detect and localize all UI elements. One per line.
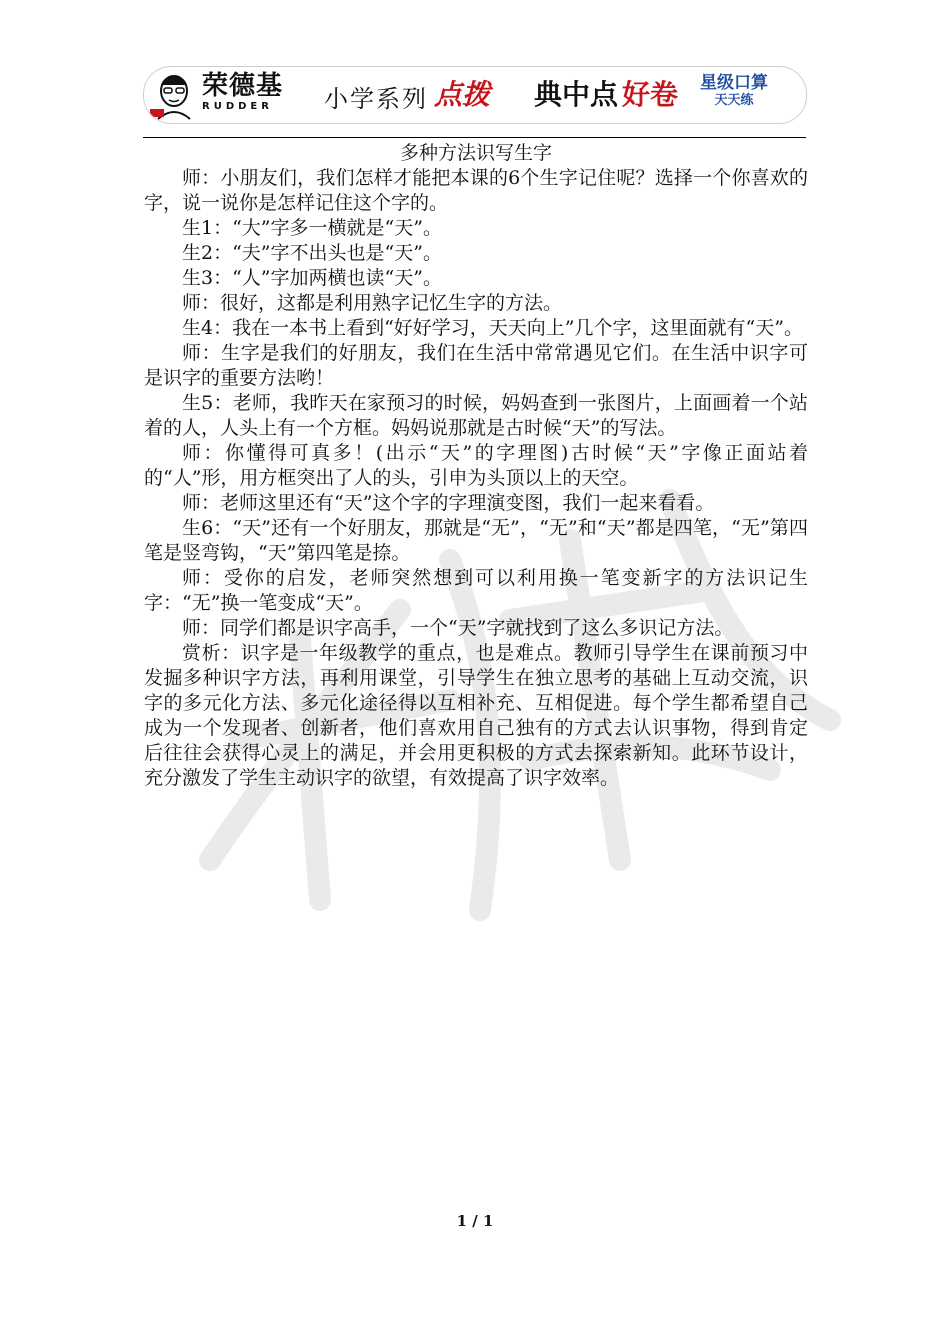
appreciation-paragraph: 赏析：识字是一年级教学的重点，也是难点。教师引导学生在课前预习中发掘多种识字方法，再利用课堂，引导学生在独立思考的基础上互动交流，识字的多元化方法、多元化途径得以互相补充、互相促进。每个学生都希望自己成为一个发现者、创新者，他们喜欢用自己独有的方式去认识事物，得到肯定后往往会获得心灵上的满足，并会用更积极的方式去探索新知。此环节设计，充分激发了学生主动识字的欲望，有效提高了识字效率。 xyxy=(144,642,808,789)
slogan-dianzhongdian: 典中点 xyxy=(534,78,619,111)
document-title: 多种方法识写生字 xyxy=(399,142,552,164)
paragraph: 生3：“人”字加两横也读“天”。 xyxy=(182,267,442,289)
slogan-haojuan: 好卷 xyxy=(622,78,679,111)
slogan-main: 星级口算 xyxy=(700,73,768,93)
paragraph: 师：你懂得可真多！(出示“天”的字理图)古时候“天”字像正面站着的“人”形，用方框突出了人的头，引申为头顶以上的天空。 xyxy=(144,442,808,489)
paragraph: 师：受你的启发，老师突然想到可以利用换一笔变新字的方法识记生字：“无”换一笔变成“天”。 xyxy=(144,567,808,614)
document-body xyxy=(144,140,808,791)
header-banner xyxy=(143,66,807,124)
paragraph: 师：生字是我们的好朋友，我们在生活中常常遇见它们。在生活中识字可是识字的重要方法哟！ xyxy=(144,342,808,389)
paragraph: 生1：“大”字多一横就是“天”。 xyxy=(182,217,442,239)
paragraph: 生6：“天”还有一个好朋友，那就是“无”，“无”和“天”都是四笔，“无”第四笔是竖弯钩，“天”第四笔是捺。 xyxy=(144,517,808,564)
slogan-xingjikousuan xyxy=(700,73,768,109)
header-divider xyxy=(143,137,806,138)
brand-logo xyxy=(202,71,283,113)
page-number: 1 / 1 xyxy=(456,1212,494,1230)
series-label: 小学系列 xyxy=(324,85,428,113)
paragraph: 生5：老师，我昨天在家预习的时候，妈妈查到一张图片，上面画着一个站着的人，人头上有一个方框。妈妈说那就是古时候“天”的写法。 xyxy=(144,392,808,439)
paragraph: 师：很好，这都是利用熟字记忆生字的方法。 xyxy=(182,292,563,314)
paragraph: 生4：我在一本书上看到“好好学习，天天向上”几个字，这里面就有“天”。 xyxy=(182,317,803,339)
founder-avatar-icon xyxy=(148,69,200,121)
paragraph: 师：小朋友们，我们怎样才能把本课的6个生字记住呢？选择一个你喜欢的字，说一说你是怎样记住这个字的。 xyxy=(144,167,808,214)
brand-name-cn: 荣德基 xyxy=(202,71,284,101)
paragraph: 生2：“夫”字不出头也是“天”。 xyxy=(182,242,442,264)
brand-name-en: RUDDER xyxy=(202,101,273,112)
paragraph: 师：老师这里还有“天”这个字的字理演变图，我们一起来看看。 xyxy=(182,492,715,514)
slogan-dianbo: 点拨 xyxy=(434,78,491,111)
slogan-sub: 天天练 xyxy=(714,93,754,108)
paragraph: 师：同学们都是识字高手，一个“天”字就找到了这么多识记方法。 xyxy=(182,617,734,639)
